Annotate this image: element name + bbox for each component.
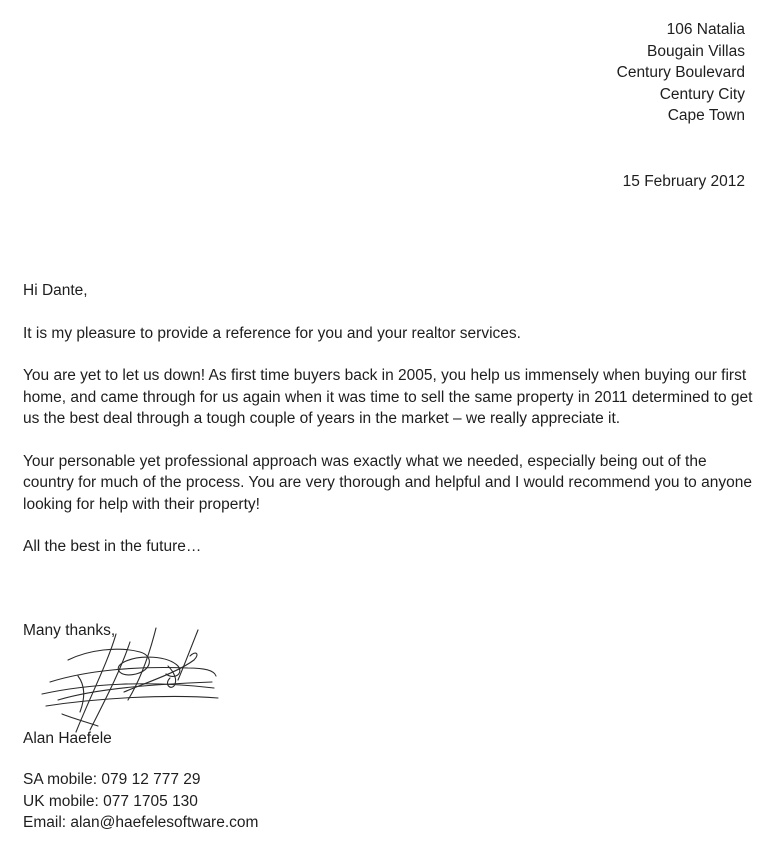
paragraph: You are yet to let us down! As first time buyers back in 2005, you help us immensely when buying our first home, and came through for us again when it was time to sell the same property in 2011 determined to get us the best deal through a tough couple of years in the market – we really appreciate it. — [23, 367, 753, 427]
contact-details — [23, 769, 258, 834]
letter-body — [23, 280, 753, 579]
handwritten-signature — [28, 622, 228, 737]
address-line: 106 Natalia — [666, 21, 745, 38]
address-line: Bougain Villas — [647, 42, 745, 60]
signer-name: Alan Haefele — [23, 730, 112, 747]
paragraph: All the best in the future… — [23, 538, 202, 555]
letter-date: 15 February 2012 — [622, 173, 745, 190]
email: Email: alan@haefelesoftware.com — [23, 814, 259, 831]
salutation: Hi Dante, — [23, 282, 88, 299]
uk-mobile: UK mobile: 077 1705 130 — [23, 792, 198, 810]
sa-mobile: SA mobile: 079 12 777 29 — [23, 771, 201, 788]
paragraph: Your personable yet professional approach was exactly what we needed, especially being out of the country for much of the process. You are very thorough and helpful and I would recommend you to anyone looking for help with their property! — [23, 452, 752, 513]
address-line: Cape Town — [667, 107, 745, 124]
paragraph: It is my pleasure to provide a reference for you and your realtor services. — [23, 324, 521, 342]
address-line: Century City — [659, 85, 745, 103]
sender-address — [617, 19, 745, 127]
closing: Many thanks, — [23, 622, 116, 639]
address-line: Century Boulevard — [616, 64, 745, 81]
